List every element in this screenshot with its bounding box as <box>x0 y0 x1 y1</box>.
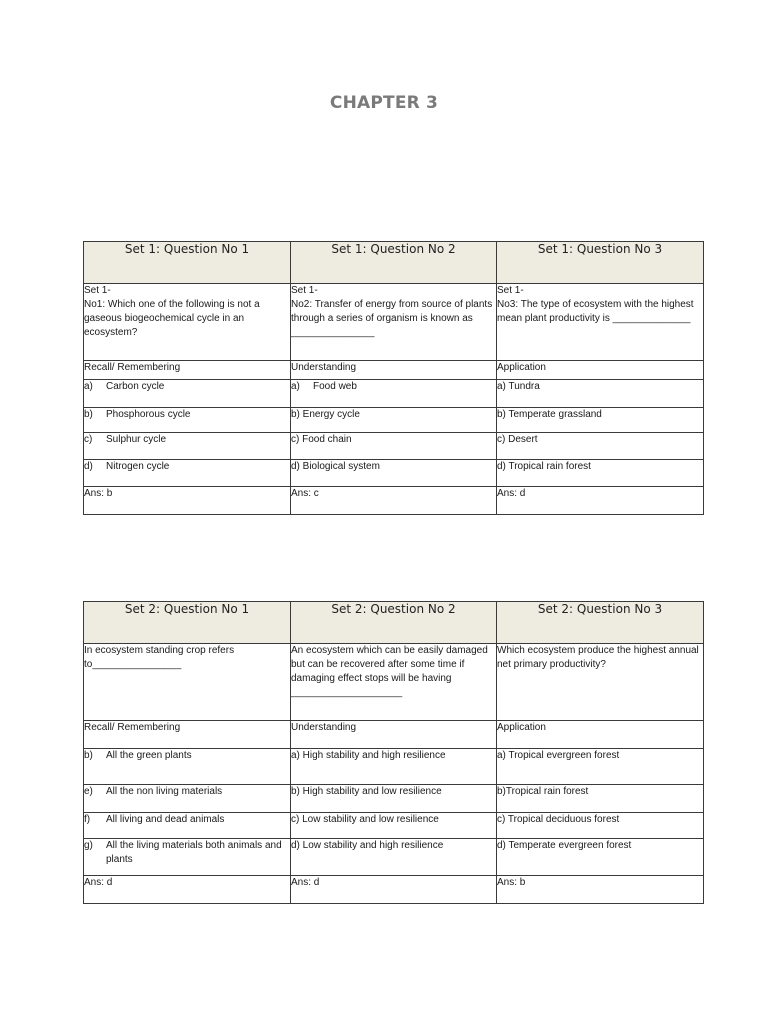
option-item <box>84 839 290 867</box>
question-text: No2: Transfer of energy from source of plants through a series of organism is known as _______________ <box>291 299 493 338</box>
option-cell <box>291 433 497 460</box>
option-row <box>84 380 704 408</box>
cognitive-level-cell: Understanding <box>291 361 497 380</box>
option-cell <box>291 380 497 408</box>
answer-cell: Ans: b <box>497 876 704 904</box>
option-text: c) Desert <box>497 434 538 445</box>
option-text: Food web <box>313 381 357 392</box>
option-text: All the non living materials <box>106 786 223 797</box>
option-item <box>84 380 290 394</box>
question-cell <box>84 644 291 721</box>
question-cell <box>291 284 497 361</box>
option-text: c) Tropical deciduous forest <box>497 814 620 825</box>
option-cell <box>497 839 704 876</box>
option-text: Nitrogen cycle <box>106 461 170 472</box>
answer-row <box>84 876 704 904</box>
option-cell <box>84 380 291 408</box>
question-text: Set 1- <box>497 285 524 296</box>
option-item <box>84 785 290 799</box>
option-text: b) Energy cycle <box>291 409 360 420</box>
question-text: An ecosystem which can be easily damaged but can be recovered after some time if damaging effect stops will be having ____________________ <box>291 645 488 698</box>
answer-cell: Ans: c <box>291 487 497 515</box>
option-item <box>84 813 290 827</box>
cognitive-level-cell: Application <box>497 361 704 380</box>
answer-row <box>84 487 704 515</box>
option-cell <box>84 813 291 839</box>
column-header: Set 2: Question No 1 <box>84 602 291 644</box>
option-cell <box>291 785 497 813</box>
question-row <box>84 644 704 721</box>
header-row <box>84 242 704 284</box>
option-text: All living and dead animals <box>106 814 225 825</box>
question-cell <box>291 644 497 721</box>
option-cell <box>84 433 291 460</box>
question-text: No1: Which one of the following is not a gaseous biogeochemical cycle in an ecosystem? <box>84 299 260 338</box>
option-text: c) Food chain <box>291 434 352 445</box>
option-row <box>84 433 704 460</box>
option-text: a) Tundra <box>497 381 540 392</box>
option-cell <box>497 408 704 433</box>
question-row <box>84 284 704 361</box>
option-text: b)Tropical rain forest <box>497 786 589 797</box>
question-cell <box>497 284 704 361</box>
option-letter: e) <box>84 786 93 797</box>
answer-cell: Ans: b <box>84 487 291 515</box>
option-text: a) High stability and high resilience <box>291 750 446 761</box>
answer-cell: Ans: d <box>291 876 497 904</box>
column-header: Set 2: Question No 2 <box>291 602 497 644</box>
option-text: d) Tropical rain forest <box>497 461 591 472</box>
option-cell <box>497 813 704 839</box>
option-item <box>84 433 290 447</box>
cognitive-level-cell: Recall/ Remembering <box>84 361 291 380</box>
option-text: d) Biological system <box>291 461 380 472</box>
option-row <box>84 408 704 433</box>
option-text: All the green plants <box>106 750 192 761</box>
option-cell <box>497 785 704 813</box>
answer-cell: Ans: d <box>497 487 704 515</box>
column-header: Set 1: Question No 1 <box>84 242 291 284</box>
option-cell <box>291 408 497 433</box>
option-letter: b) <box>84 409 93 420</box>
column-header: Set 2: Question No 3 <box>497 602 704 644</box>
question-text: No3: The type of ecosystem with the highest mean plant productivity is ______________ <box>497 299 694 324</box>
option-item <box>84 408 290 422</box>
option-letter: c) <box>84 434 93 445</box>
option-letter: d) <box>84 461 93 472</box>
chapter-title: CHAPTER 3 <box>329 93 439 113</box>
option-cell <box>497 460 704 487</box>
option-text: c) Low stability and low resilience <box>291 814 439 825</box>
question-text: In ecosystem standing crop refers to________________ <box>84 645 235 670</box>
option-letter: g) <box>84 840 93 851</box>
option-cell <box>84 408 291 433</box>
option-letter: f) <box>84 814 91 825</box>
option-cell <box>291 813 497 839</box>
cognitive-level-cell: Application <box>497 721 704 749</box>
question-text: Set 1- <box>84 285 111 296</box>
option-text: b) Temperate grassland <box>497 409 602 420</box>
option-item <box>291 380 496 394</box>
option-cell <box>497 380 704 408</box>
cognitive-level-cell: Understanding <box>291 721 497 749</box>
option-text: b) High stability and low resilience <box>291 786 442 797</box>
column-header: Set 1: Question No 3 <box>497 242 704 284</box>
option-letter: a) <box>291 381 300 392</box>
option-text: a) Tropical evergreen forest <box>497 750 620 761</box>
option-text: d) Low stability and high resilience <box>291 840 444 851</box>
question-table-set-1 <box>83 241 704 515</box>
question-text: Set 1- <box>291 285 318 296</box>
option-row <box>84 813 704 839</box>
option-cell <box>291 460 497 487</box>
column-header: Set 1: Question No 2 <box>291 242 497 284</box>
option-text: d) Temperate evergreen forest <box>497 840 632 851</box>
level-row <box>84 361 704 380</box>
level-row <box>84 721 704 749</box>
option-cell <box>291 839 497 876</box>
option-row <box>84 460 704 487</box>
option-cell <box>291 749 497 785</box>
question-cell <box>84 284 291 361</box>
option-cell <box>84 460 291 487</box>
cognitive-level-cell: Recall/ Remembering <box>84 721 291 749</box>
option-row <box>84 749 704 785</box>
option-cell <box>497 749 704 785</box>
option-cell <box>84 785 291 813</box>
option-cell <box>84 749 291 785</box>
answer-cell: Ans: d <box>84 876 291 904</box>
option-item <box>84 460 290 474</box>
option-text: Phosphorous cycle <box>106 409 191 420</box>
header-row <box>84 602 704 644</box>
option-cell <box>84 839 291 876</box>
option-row <box>84 785 704 813</box>
question-text: Which ecosystem produce the highest annual net primary productivity? <box>497 645 699 670</box>
option-letter: a) <box>84 381 93 392</box>
question-table-set-2 <box>83 601 704 904</box>
option-row <box>84 839 704 876</box>
option-letter: b) <box>84 750 93 761</box>
question-cell <box>497 644 704 721</box>
option-cell <box>497 433 704 460</box>
option-item <box>84 749 290 763</box>
option-text: Sulphur cycle <box>106 434 167 445</box>
option-text: Carbon cycle <box>106 381 165 392</box>
option-text: All the living materials both animals and plants <box>106 840 282 865</box>
